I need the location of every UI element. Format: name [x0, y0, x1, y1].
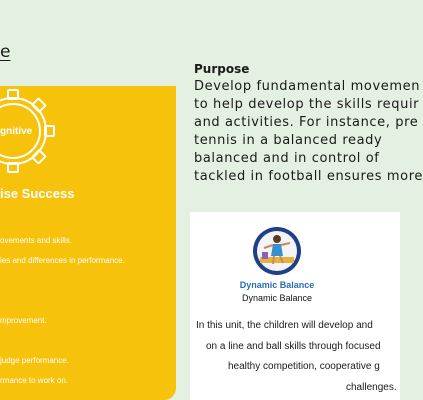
card-title: ise Success — [0, 186, 75, 201]
purpose-text-line: balanced and in control of — [194, 151, 380, 166]
purpose-section — [194, 62, 423, 186]
purpose-text-line: to help develop the skills requir — [194, 97, 420, 112]
unit-description-line: In this unit, the children will develop and — [196, 320, 373, 331]
unit-link[interactable]: Dynamic Balance — [239, 280, 315, 290]
purpose-text-line: and activities. For instance, pre — [194, 115, 419, 130]
gear-label: gnitive — [0, 126, 33, 137]
card-bullet: ovements and skills. — [0, 236, 73, 245]
purpose-text-line: tennis in a balanced ready — [194, 133, 383, 148]
child-balancing-icon[interactable] — [252, 226, 302, 276]
cognitive-card — [0, 86, 176, 400]
card-bullet: rmance to work on. — [0, 376, 69, 385]
section-heading: e — [0, 42, 11, 62]
card-bullet: mprovement. — [0, 316, 47, 325]
unit-description-line: on a line and ball skills through focused — [206, 341, 381, 352]
card-bullet: ies and differences in performance. — [0, 256, 125, 265]
unit-description-line: challenges. — [346, 382, 397, 393]
purpose-text-line: Develop fundamental movemen — [194, 79, 421, 94]
purpose-title: Purpose — [194, 62, 250, 76]
purpose-text-line: tackled in football ensures more — [194, 169, 423, 184]
card-bullet: judge performance. — [0, 356, 69, 365]
unit-name: Dynamic Balance — [241, 293, 313, 303]
unit-description-line: healthy competition, cooperative g — [228, 361, 380, 372]
